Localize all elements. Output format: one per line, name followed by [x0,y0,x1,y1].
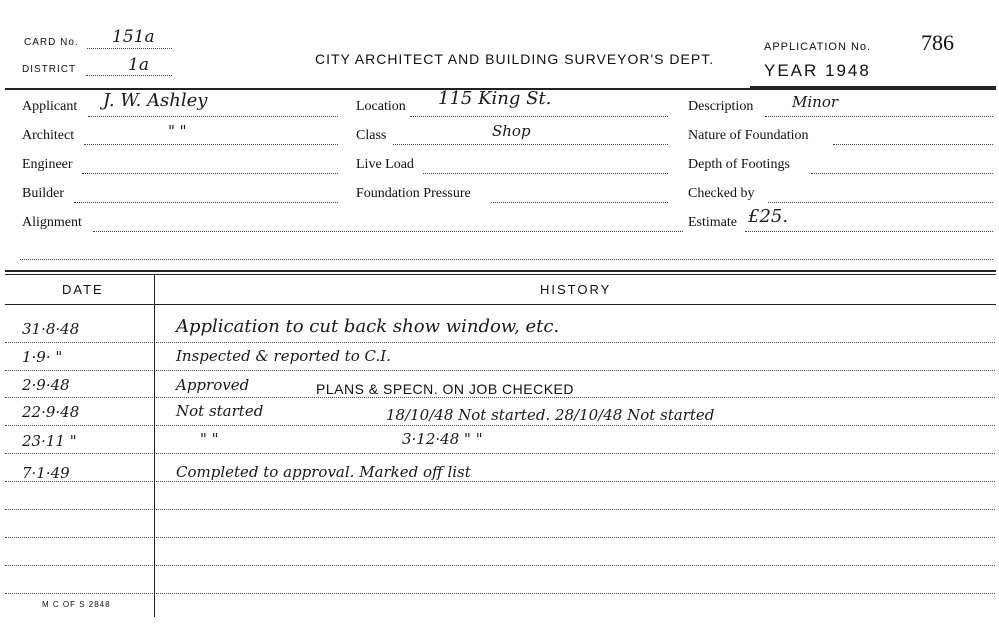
history-row-6-date: 7·1·49 [22,464,70,482]
description-value: Minor [792,93,839,111]
description-label: Description [688,99,754,114]
history-row-3-text: Approved [176,376,250,394]
form-code: M C OF S 2848 [42,600,111,609]
class-label: Class [356,128,387,143]
alignment-label: Alignment [22,215,82,230]
class-value: Shop [492,122,531,140]
date-column-header: DATE [62,282,104,297]
history-row-6-text: Completed to approval. Marked off list [176,463,471,481]
applicant-value: J. W. Ashley [103,90,208,111]
foundation-pressure-label: Foundation Pressure [356,186,471,201]
location-label: Location [356,99,406,114]
department-title: CITY ARCHITECT AND BUILDING SURVEYOR'S DEPT. [315,51,715,67]
plans-checked-stamp: PLANS & SPECN. ON JOB CHECKED [316,381,575,397]
history-row-2-date: 1·9· " [22,348,63,366]
application-no-value: 786 [921,30,954,55]
architect-label: Architect [22,128,75,143]
architect-value: " " [168,122,187,140]
history-row-4-extra: 18/10/48 Not started. 28/10/48 Not started [386,406,715,424]
applicant-label: Applicant [22,99,78,114]
history-column-header: HISTORY [540,282,612,297]
history-row-4-text: Not started [176,402,264,420]
checked-by-label: Checked by [688,186,755,201]
estimate-label: Estimate [688,215,737,230]
engineer-label: Engineer [22,157,73,172]
estimate-value: £25. [748,206,789,227]
history-row-1-date: 31·8·48 [22,320,80,338]
history-row-5-text: " " [200,430,219,448]
history-row-5-extra: 3·12·48 " " [402,430,483,448]
district-value: 1a [128,55,149,75]
year-label: YEAR 1948 [764,61,871,80]
history-row-3-date: 2·9·48 [22,376,70,394]
history-row-2-text: Inspected & reported to C.I. [176,347,391,365]
depth-of-footings-label: Depth of Footings [688,157,790,172]
history-row-5-date: 23·11 " [22,432,77,450]
district-label: DISTRICT [22,64,77,75]
application-no-label: APPLICATION No. [764,41,872,53]
card-no-value: 151a [112,27,155,47]
history-row-1-text: Application to cut back show window, etc. [176,316,560,337]
card-no-label: CARD No. [24,37,79,48]
live-load-label: Live Load [356,157,414,172]
location-value: 115 King St. [438,88,552,109]
builder-label: Builder [22,186,64,201]
history-row-4-date: 22·9·48 [22,403,80,421]
nature-of-foundation-label: Nature of Foundation [688,128,809,143]
